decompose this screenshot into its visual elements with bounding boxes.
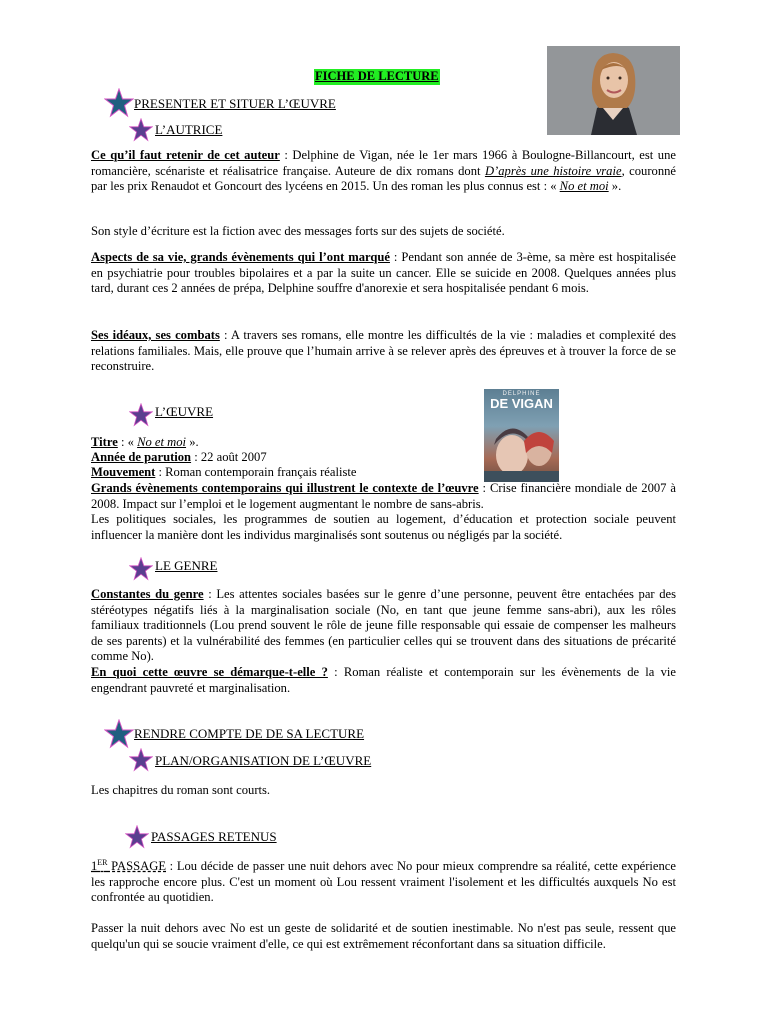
book-title-no-et-moi: No et moi [559, 179, 609, 193]
cover-author-line-2: DE VIGAN [490, 396, 553, 411]
paragraph-passage-1 [91, 859, 676, 906]
titre-value: No et moi [137, 435, 187, 449]
author-photo [547, 46, 680, 135]
book-cover [484, 389, 559, 482]
paragraph-aspects [91, 250, 676, 297]
section-heading-plan: PLAN/ORGANISATION DE L’ŒUVRE [155, 753, 372, 768]
paragraph-ideaux [91, 328, 676, 375]
paragraph-demarque [91, 665, 676, 696]
cover-author-line-1: DELPHINE [502, 391, 541, 397]
book-title-histoire: D’après une histoire vraie [484, 163, 622, 178]
star-icon [129, 118, 153, 142]
star-icon [125, 825, 149, 849]
paragraph-contexte [91, 481, 676, 512]
line-titre [91, 435, 471, 451]
section-heading-autrice: L’AUTRICE [155, 122, 223, 137]
label-constantes: Constantes du genre [91, 587, 204, 601]
section-heading-oeuvre: L’ŒUVRE [155, 404, 214, 419]
mouvement-value: : Roman contemporain français réaliste [155, 465, 357, 479]
paragraph-retenir [91, 148, 676, 195]
passage-1-text: : Lou décide de passer une nuit dehors avec No pour mieux comprendre sa réalité, cette expérience les rapproche encore plus. C'est un moment où Lou ressent vraiment l'isolement et les difficultés auxquels No est confrontée au quotidien. [91, 859, 676, 904]
label-annee: Année de parution [91, 450, 192, 464]
star-icon [104, 719, 134, 749]
label-demarque: En quoi cette œuvre se démarque-t-elle ? [91, 665, 328, 679]
line-annee [91, 450, 471, 466]
label-titre: Titre [91, 435, 118, 449]
label-aspects: Aspects de sa vie, grands évènements qui l’ont marqué [91, 250, 390, 264]
page-title: FICHE DE LECTURE [315, 69, 439, 83]
paragraph-passage-2: Passer la nuit dehors avec No est un geste de solidarité et de soutien inestimable. No n'est pas seule, ressent que quelqu'un qui se soucie vraiment d'elle, ce qui est extrêmement réconfortant dans sa situation difficile. [91, 921, 676, 951]
paragraph-constantes [91, 587, 676, 665]
paragraph-politiques: Les politiques sociales, les programmes de soutien au logement, d’éducation et protection sociale peuvent influencer la manière dont les individus marginalisés sont soutenus ou négligés par la société. [91, 512, 676, 542]
text-retenir-2: , couronné par les prix Renaudot et Goncourt des lycéens en 2015. Un des roman les plus connus est : « [91, 163, 677, 193]
section-heading-rendre: RENDRE COMPTE DE DE SA LECTURE [134, 726, 365, 741]
text-demarque: : Roman réaliste et contemporain sur les évènements de la vie engendrant pauvreté et marginalisation. [91, 665, 676, 695]
label-retenir: Ce qu’il faut retenir de cet auteur [91, 148, 280, 162]
text-ideaux: : A travers ses romans, elle montre les difficultés de la vie : maladies et complexité des relations familiales. Mais, elle prouve que l’humain arrive à se relever après des épreuves et à trouver la force de se reconstruire. [91, 328, 676, 373]
text-titre-post: ». [186, 435, 199, 449]
star-icon [129, 748, 153, 772]
passage-1-number: 1 [91, 859, 98, 873]
passage-1-word: PASSAGE [107, 859, 167, 873]
passage-1-superscript: ER [97, 857, 108, 867]
line-mouvement [91, 465, 471, 481]
text-retenir-3: ». [608, 179, 622, 193]
section-heading-presenter: PRESENTER ET SITUER L’ŒUVRE [134, 96, 336, 111]
label-ideaux: Ses idéaux, ses combats [91, 328, 220, 342]
text-aspects: : Pendant son année de 3-ème, sa mère est hospitalisée en psychiatrie pour troubles bipolaires et a par la suite un cancer. Elle se suicide en 2008. Quelques années plus tard, durant ces 2 années de prépa, Delphine souffre d'anorexie et sera hospitalisée pendant 6 mois. [91, 250, 676, 295]
star-icon [129, 557, 153, 581]
passage-1-label [91, 859, 166, 873]
paragraph-style: Son style d’écriture est la fiction avec des messages forts sur des sujets de société. [91, 224, 505, 238]
label-mouvement: Mouvement [91, 465, 156, 479]
star-icon [104, 88, 134, 118]
paragraph-plan: Les chapitres du roman sont courts. [91, 783, 271, 797]
text-constantes: : Les attentes sociales basées sur le genre d’une personne, peuvent être entachées par des stéréotypes négatifs liés à la marginalisation sociale (No, en tant que jeune femme sans-abri), aux les rôles familiaux traditionnels (Lou prend souvent le rôle de jeune fille responsable qui essaie de compenser les malheurs de ses parents) et la vulnérabilité des femmes (en particulier celles qui se trouvent dans des situations de précarité comme No). [91, 587, 677, 663]
text-contexte: : Crise financière mondiale de 2007 à 2008. Impact sur l’emploi et le logement augmentant le nombre de sans-abris. [91, 481, 676, 511]
text-retenir-1: : Delphine de Vigan, née le 1er mars 1966 à Boulogne-Billancourt, est une romancière, scénariste et réalisatrice française. Auteure de dix romans dont [91, 148, 676, 178]
label-contexte: Grands évènements contemporains qui illustrent le contexte de l’œuvre [91, 481, 479, 495]
section-heading-passages: PASSAGES RETENUS [151, 829, 277, 844]
annee-value: : 22 août 2007 [191, 450, 267, 464]
cover-illustration [484, 415, 559, 482]
text-titre-pre: : « [117, 435, 138, 449]
star-icon [129, 403, 153, 427]
section-heading-genre: LE GENRE [155, 558, 218, 573]
